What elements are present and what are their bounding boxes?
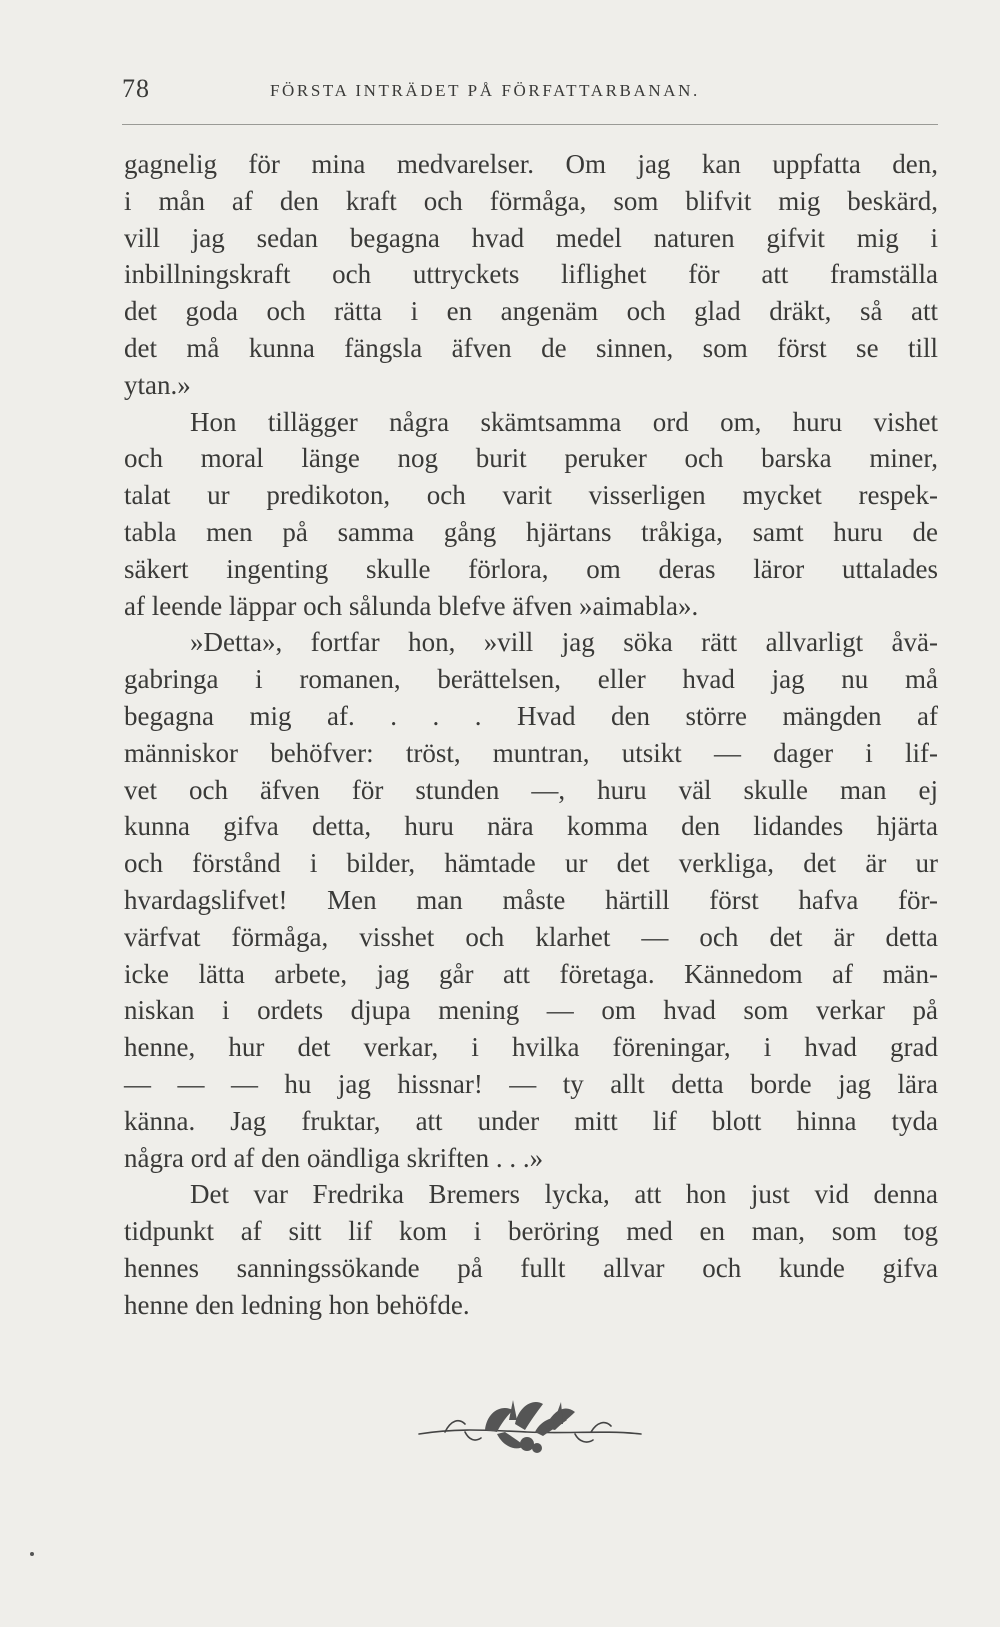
text-line: tabla men på samma gång hjärtans tråkiga, samt huru de <box>124 516 938 547</box>
text-line: begagna mig af. . . . Hvad den större mängden af <box>124 700 938 731</box>
running-title: FÖRSTA INTRÄDET PÅ FÖRFATTARBANAN. <box>270 81 700 100</box>
text-line: värfvat förmåga, visshet och klarhet — och det är detta <box>124 921 938 952</box>
text-line: kunna gifva detta, huru nära komma den lidandes hjärta <box>124 811 938 842</box>
text-line: — — — hu jag hissnar! — ty allt detta borde jag lära <box>124 1068 938 1099</box>
text-line: i mån af den kraft och förmåga, som blifvit mig beskärd, <box>124 185 938 216</box>
text-line: inbillningskraft och uttryckets liflighet för att framställa <box>124 259 938 290</box>
text-line: några ord af den oändliga skriften . . .» <box>124 1142 544 1173</box>
text-line: henne, hur det verkar, i hvilka föreningar, i hvad grad <box>124 1032 938 1063</box>
print-speck <box>30 1552 34 1556</box>
text-line: Det var Fredrika Bremers lycka, att hon just vid denna <box>190 1179 938 1210</box>
text-line: »Detta», fortfar hon, »vill jag söka rätt allvarligt åvä- <box>190 627 938 658</box>
text-line: och moral länge nog burit peruker och barska miner, <box>124 443 938 474</box>
text-line: känna. Jag fruktar, att under mitt lif blott hinna tyda <box>124 1105 938 1136</box>
text-line: det goda och rätta i en angenäm och glad dräkt, så att <box>124 296 938 327</box>
text-line: och förstånd i bilder, hämtade ur det verkliga, det är ur <box>124 848 938 879</box>
text-line: af leende läppar och sålunda blefve äfven »aimabla». <box>124 590 699 621</box>
text-line: icke lätta arbete, jag går att företaga. Kännedom af män- <box>124 958 938 989</box>
header-rule <box>122 124 938 125</box>
text-line: gabringa i romanen, berättelsen, eller hvad jag nu må <box>124 664 938 695</box>
page-header <box>122 74 938 108</box>
text-line: säkert ingenting skulle förlora, om deras läror uttalades <box>124 553 938 584</box>
text-line: hennes sanningssökande på fullt allvar och kunde gifva <box>124 1252 938 1283</box>
text-line: människor behöfver: tröst, muntran, utsikt — dager i lif- <box>124 737 938 768</box>
text-line: talat ur predikoton, och varit visserligen mycket respek- <box>124 480 938 511</box>
body-text <box>124 146 938 1324</box>
text-line: vill jag sedan begagna hvad medel naturen gifvit mig i <box>124 222 938 253</box>
text-line: niskan i ordets djupa mening — om hvad som verkar på <box>124 995 938 1026</box>
page-number: 78 <box>122 74 150 103</box>
text-line: tidpunkt af sitt lif kom i beröring med en man, som tog <box>124 1216 938 1247</box>
text-line: ytan.» <box>124 369 191 400</box>
text-line: det må kunna fängsla äfven de sinnen, som först se till <box>124 332 938 363</box>
text-line: Hon tillägger några skämtsamma ord om, huru vishet <box>190 406 938 437</box>
text-line: gagnelig för mina medvarelser. Om jag kan uppfatta den, <box>124 149 938 179</box>
floral-ornament-icon <box>415 1390 645 1462</box>
text-line: henne den ledning hon behöfde. <box>124 1289 470 1320</box>
text-line: vet och äfven för stunden —, huru väl skulle man ej <box>124 774 938 805</box>
text-line: hvardagslifvet! Men man måste härtill först hafva för- <box>124 884 938 915</box>
